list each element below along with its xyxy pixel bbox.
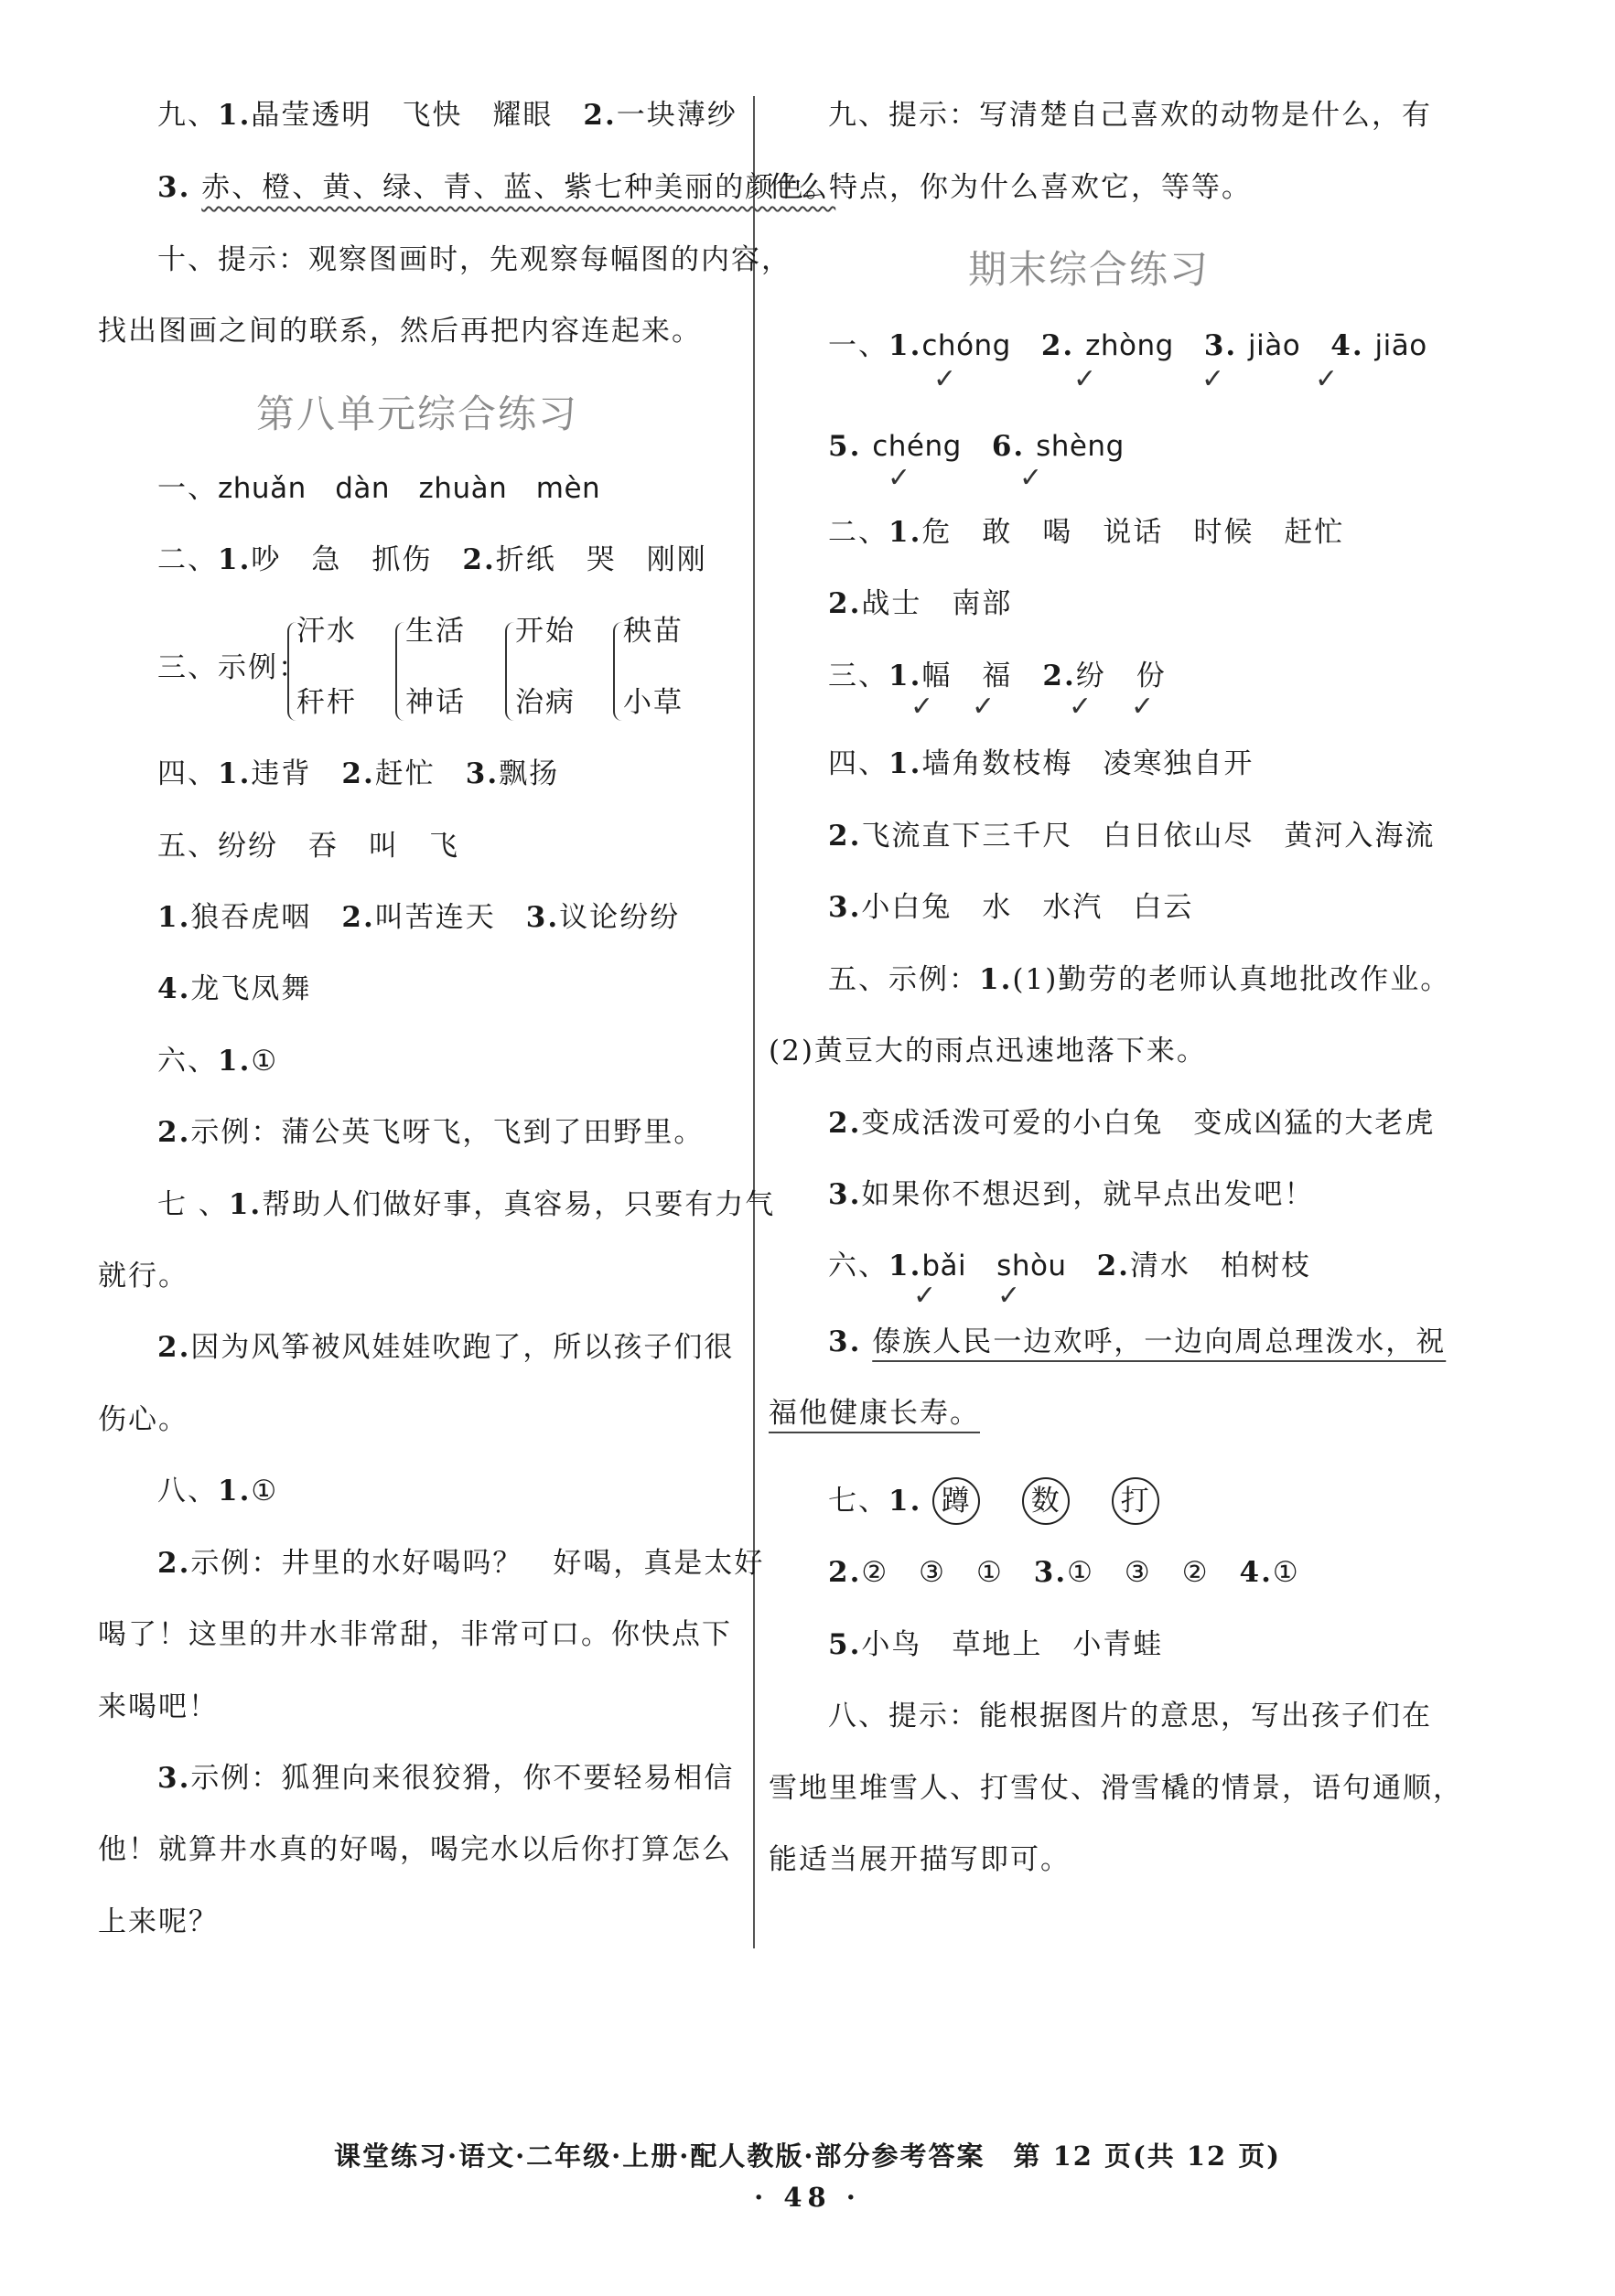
right-final-q6-line2: 3. 傣族人民一边欢呼，一边向周总理泼水，祝	[828, 1325, 1447, 1358]
left-unit8-q4: 四、1.违背 2.赶忙 3.飘扬	[157, 757, 560, 790]
left-unit8-q5-line1: 1.狼吞虎咽 2.叫苦连天 3.议论纷纷	[157, 901, 681, 934]
tick-mark: ✓	[888, 462, 911, 494]
right-final-q6-line1: 六、1.bǎi shòu 2.清水 柏树枝	[828, 1250, 1311, 1282]
tick-mark: ✓	[1131, 691, 1155, 723]
right-final-q3: 三、1.幅 福 2.纷 份	[828, 660, 1167, 692]
page-footer: 课堂练习·语文·二年级·上册·配人教版·部分参考答案 第 12 页(共 12 页)	[333, 2140, 1282, 2172]
circled-character: 打	[1112, 1477, 1159, 1525]
left-unit8-q2: 二、1.吵 急 抓伤 2.折纸 哭 刚刚	[157, 543, 707, 576]
right-final-q8-line3: 能适当展开描写即可。	[769, 1843, 1071, 1876]
unit8-title: 第八单元综合练习	[256, 392, 579, 436]
left-unit8-q7-line4: 伤心。	[98, 1403, 188, 1436]
tick-mark: ✓	[1315, 363, 1339, 395]
right-final-q5-line4: 3.如果你不想迟到，就早点出发吧！	[828, 1178, 1315, 1211]
q3-pair-top: 汗水	[296, 615, 357, 648]
page-number: · 48 ·	[754, 2182, 861, 2213]
left-unit8-q8-line2: 2.示例：井里的水好喝吗？ 好喝，真是太好	[157, 1547, 765, 1580]
tick-mark: ✓	[1019, 462, 1043, 494]
left-unit8-q6-line2: 2.示例：蒲公英飞呀飞，飞到了田野里。	[157, 1116, 705, 1149]
left-q10-line2: 找出图画之间的联系，然后再把内容连起来。	[98, 315, 702, 348]
right-final-q8-line2: 雪地里堆雪人、打雪仗、滑雪橇的情景，语句通顺，	[769, 1772, 1463, 1805]
right-final-q5-line3: 2.变成活泼可爱的小白兔 变成凶猛的大老虎	[828, 1107, 1436, 1140]
tick-mark: ✓	[910, 691, 934, 723]
left-q9-line2: 3. 赤、橙、黄、绿、青、蓝、紫七种美丽的颜色。	[157, 171, 836, 204]
column-divider	[753, 96, 755, 1948]
q3-pair-bottom: 神话	[405, 686, 466, 719]
tick-mark: ✓	[997, 1280, 1021, 1312]
tick-mark: ✓	[1201, 363, 1225, 395]
tick-mark: ✓	[1073, 363, 1097, 395]
right-final-q6-line3: 福他健康长寿。	[769, 1397, 980, 1430]
left-unit8-q8-line7: 上来呢？	[98, 1905, 219, 1938]
left-unit8-q8-line5: 3.示例：狐狸向来很狡猾，你不要轻易相信	[157, 1762, 735, 1795]
right-final-q1-line2: 5. chéng 6. shèng	[828, 430, 1125, 463]
right-final-q1-line1: 一、1.chóng 2. zhòng 3. jiào 4. jiāo	[828, 329, 1427, 362]
q3-pair-bottom: 小草	[623, 686, 684, 719]
q3-pair-top: 秧苗	[623, 615, 684, 648]
right-final-q7-line2: 2.② ③ ① 3.① ③ ② 4.①	[828, 1556, 1300, 1589]
tick-mark: ✓	[933, 363, 957, 395]
right-final-q8-line1: 八、提示：能根据图片的意思，写出孩子们在	[828, 1700, 1432, 1733]
final-title: 期末综合练习	[968, 247, 1211, 292]
circled-character: 数	[1022, 1477, 1070, 1525]
tick-mark: ✓	[1069, 691, 1093, 723]
left-unit8-q7-line1: 七 、1.帮助人们做好事，真容易，只要有力气	[157, 1188, 776, 1221]
left-unit8-q1: 一、zhuǎn dàn zhuàn mèn	[157, 472, 601, 505]
left-unit8-q7-line3: 2.因为风筝被风娃娃吹跑了，所以孩子们很	[157, 1331, 735, 1364]
left-unit8-q5-line2: 4.龙飞凤舞	[157, 972, 312, 1005]
left-unit8-q8-line4: 来喝吧！	[98, 1690, 219, 1723]
right-final-q2-line1: 二、1.危 敢 喝 说话 时候 赶忙	[828, 516, 1345, 549]
left-unit8-q6-line1: 六、1.①	[157, 1045, 279, 1078]
left-unit8-q7-line2: 就行。	[98, 1260, 188, 1293]
right-final-q2-line2: 2.战士 南部	[828, 587, 1013, 620]
right-q9-line2: 什么特点，你为什么喜欢它，等等。	[769, 171, 1252, 204]
left-unit8-q8-line6: 他！就算井水真的好喝，喝完水以后你打算怎么	[98, 1833, 732, 1866]
q3-pair-bottom: 秆杆	[296, 686, 357, 719]
right-final-q5-line2: (2)黄豆大的雨点迅速地落下来。	[769, 1035, 1207, 1068]
q3-pair-bottom: 治病	[515, 686, 576, 719]
right-final-q4-line1: 四、1.墙角数枝梅 凌寒独自开	[828, 747, 1254, 780]
left-unit8-q8-line3: 喝了！这里的井水非常甜，非常可口。你快点下	[98, 1618, 732, 1651]
right-final-q7-line1: 七、1. 蹲 数 打	[828, 1477, 1201, 1525]
right-final-q7-line3: 5.小鸟 草地上 小青蛙	[828, 1628, 1164, 1661]
q3-pair-top: 开始	[515, 615, 576, 648]
tick-mark: ✓	[913, 1280, 937, 1312]
left-q9-line1: 九、1.晶莹透明 飞快 耀眼 2.一块薄纱	[157, 99, 738, 132]
tick-mark: ✓	[972, 691, 996, 723]
right-q9-line1: 九、提示：写清楚自己喜欢的动物是什么，有	[828, 99, 1432, 132]
left-unit8-q5-head: 五、纷纷 吞 叫 飞	[157, 830, 459, 863]
left-q10-line1: 十、提示：观察图画时，先观察每幅图的内容，	[157, 243, 791, 276]
left-unit8-q8-line1: 八、1.①	[157, 1475, 279, 1507]
q3-pair-top: 生活	[405, 615, 466, 648]
left-unit8-q3-head: 三、示例：	[157, 651, 308, 684]
right-final-q4-line3: 3.小白兔 水 水汽 白云	[828, 891, 1194, 924]
right-final-q4-line2: 2.飞流直下三千尺 白日依山尽 黄河入海流	[828, 820, 1436, 853]
right-final-q5-line1: 五、示例：1.(1)勤劳的老师认真地批改作业。	[828, 963, 1451, 996]
circled-character: 蹲	[932, 1477, 980, 1525]
